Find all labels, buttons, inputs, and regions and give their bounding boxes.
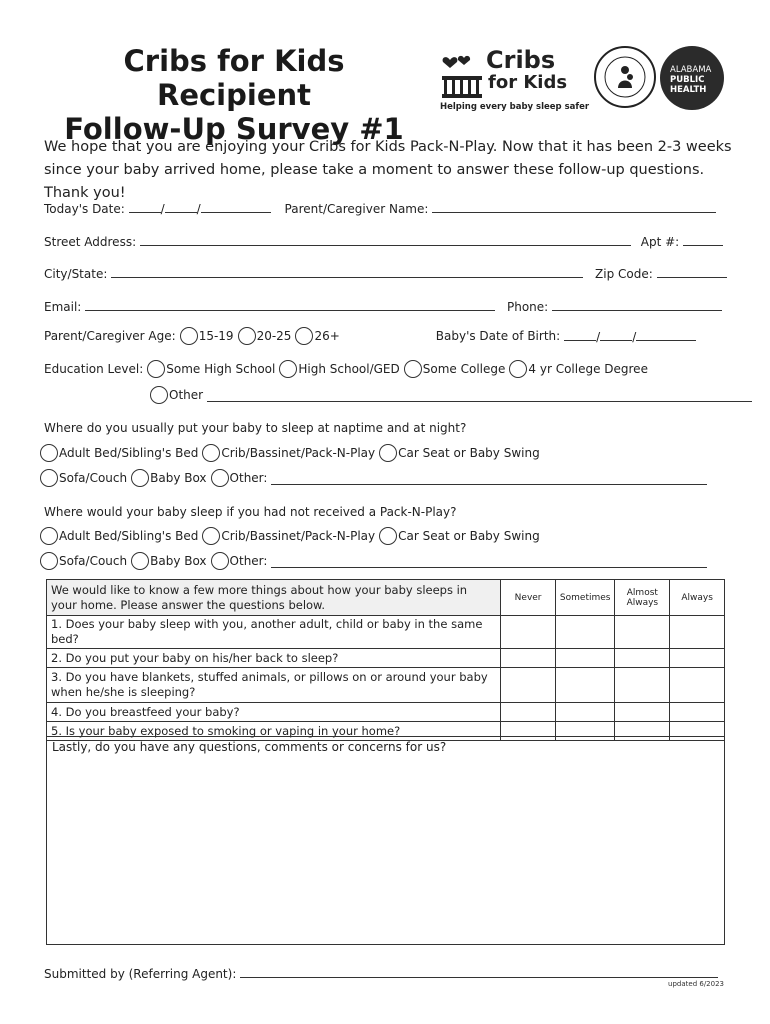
cribs-for-kids-logo (440, 48, 590, 118)
education-option-label: High School/GED (298, 362, 400, 376)
dob-year-field[interactable] (636, 328, 696, 341)
row-date-name: Today's Date: / / Parent/Caregiver Name: (44, 200, 716, 216)
q1-other-field[interactable] (271, 472, 707, 485)
street-field[interactable] (140, 233, 631, 246)
sleep-option-label: Car Seat or Baby Swing (398, 529, 540, 543)
table-row (47, 668, 725, 703)
street-label: Street Address: (44, 235, 137, 249)
todays-date-label: Today's Date: (44, 202, 125, 216)
parent-name-field[interactable] (432, 200, 716, 213)
answer-cell[interactable] (670, 703, 725, 722)
aph-line-2: PUBLIC (670, 75, 705, 85)
header-almost-always: Almost Always (615, 580, 670, 616)
education-label: Education Level: (44, 362, 144, 376)
sleep-q2-options-row1 (40, 527, 544, 545)
question-cell: 2. Do you put your baby on his/her back to sleep? (47, 649, 501, 668)
sleep-q1-options-row2 (40, 469, 707, 487)
edu-high-school-radio[interactable] (279, 360, 297, 378)
date-year-field[interactable] (201, 200, 271, 213)
answer-cell[interactable] (670, 668, 725, 703)
answer-cell[interactable] (615, 703, 670, 722)
date-day-field[interactable] (165, 200, 197, 213)
city-state-label: City/State: (44, 267, 108, 281)
row-street (44, 233, 723, 249)
row-submitted-by (44, 965, 718, 981)
table-intro: We would like to know a few more things about how your baby sleeps in your home. Please answer the questions below. (47, 580, 501, 616)
email-label: Email: (44, 300, 82, 314)
sleep-q1-options-row1 (40, 444, 544, 462)
header-sometimes: Sometimes (555, 580, 615, 616)
zip-field[interactable] (657, 265, 727, 278)
age-26-plus-radio[interactable] (295, 327, 313, 345)
table-row (47, 703, 725, 722)
department-seal (594, 46, 656, 108)
answer-cell[interactable] (501, 616, 556, 649)
edu-other-radio[interactable] (150, 386, 168, 404)
seal-emblem-icon (596, 48, 654, 106)
age-20-25-radio[interactable] (238, 327, 256, 345)
sleep-option-label: Baby Box (150, 471, 207, 485)
table-row (47, 616, 725, 649)
answer-cell[interactable] (501, 668, 556, 703)
sleep-habits-table (46, 579, 725, 741)
answer-cell[interactable] (670, 649, 725, 668)
sleep-option-label: Other: (229, 471, 268, 485)
q2-car-seat-radio[interactable] (379, 527, 397, 545)
submitted-by-label: Submitted by (Referring Agent): (44, 967, 237, 981)
q2-sofa-radio[interactable] (40, 552, 58, 570)
page-title (44, 44, 424, 146)
answer-cell[interactable] (501, 649, 556, 668)
edu-other-field[interactable] (207, 389, 752, 402)
updated-date: updated 6/2023 (668, 980, 724, 988)
city-state-field[interactable] (111, 265, 583, 278)
baby-dob-label: Baby's Date of Birth: (435, 329, 561, 343)
logo-forkids-text: for Kids (488, 72, 568, 93)
education-option-label: 4 yr College Degree (528, 362, 648, 376)
apt-label: Apt #: (640, 235, 680, 249)
row-age: Parent/Caregiver Age: 15-19 20-25 26+ Baby's Date of Birth: / / (44, 327, 696, 345)
answer-cell[interactable] (615, 649, 670, 668)
row-education (44, 360, 652, 378)
question-cell: 1. Does your baby sleep with you, another adult, child or baby in the same bed? (47, 616, 501, 649)
date-month-field[interactable] (129, 200, 161, 213)
edu-some-high-school-radio[interactable] (147, 360, 165, 378)
row-city (44, 265, 727, 281)
q1-adult-bed-radio[interactable] (40, 444, 58, 462)
edu-some-college-radio[interactable] (404, 360, 422, 378)
edu-4yr-degree-radio[interactable] (509, 360, 527, 378)
answer-cell[interactable] (555, 649, 615, 668)
apt-field[interactable] (683, 233, 723, 246)
sleep-option-label: Sofa/Couch (59, 554, 128, 568)
sleep-question-2: Where would your baby sleep if you had not received a Pack-N-Play? (44, 505, 457, 519)
education-option-label: Some High School (166, 362, 276, 376)
header-always: Always (670, 580, 725, 616)
phone-label: Phone: (507, 300, 549, 314)
sleep-option-label: Crib/Bassinet/Pack-N-Play (221, 529, 376, 543)
sleep-option-label: Adult Bed/Sibling's Bed (59, 446, 199, 460)
age-option-label: 26+ (314, 329, 340, 343)
q1-car-seat-radio[interactable] (379, 444, 397, 462)
sleep-option-label: Baby Box (150, 554, 207, 568)
question-cell: 4. Do you breastfeed your baby? (47, 703, 501, 722)
education-option-label: Other (169, 388, 204, 402)
q1-crib-radio[interactable] (202, 444, 220, 462)
alabama-public-health-logo (660, 46, 724, 110)
row-education-other (150, 386, 752, 404)
parent-name-label: Parent/Caregiver Name: (284, 202, 429, 216)
answer-cell[interactable] (555, 616, 615, 649)
header-never: Never (501, 580, 556, 616)
question-cell: 5. Is your baby exposed to smoking or vaping in your home? (47, 722, 501, 741)
intro-text: We hope that you are enjoying your Cribs for Kids Pack-N-Play. Now that it has been 2-3 weeks since your baby arrived home, please take a moment to answer these follow-up questions. Thank you! (44, 139, 732, 201)
answer-cell[interactable] (555, 668, 615, 703)
q1-baby-box-radio[interactable] (131, 469, 149, 487)
age-option-label: 20-25 (256, 329, 292, 343)
q2-other-radio[interactable] (211, 552, 229, 570)
education-option-label: Some College (422, 362, 506, 376)
q2-adult-bed-radio[interactable] (40, 527, 58, 545)
row-email (44, 298, 722, 314)
dob-day-field[interactable] (600, 328, 632, 341)
age-15-19-radio[interactable] (180, 327, 198, 345)
sleep-option-label: Adult Bed/Sibling's Bed (59, 529, 199, 543)
sleep-option-label: Crib/Bassinet/Pack-N-Play (221, 446, 376, 460)
comments-label: Lastly, do you have any questions, comments or concerns for us? (52, 740, 447, 754)
table-row (47, 649, 725, 668)
logo-cribs-text: Cribs (486, 46, 556, 74)
zip-label: Zip Code: (595, 267, 653, 281)
q1-sofa-radio[interactable] (40, 469, 58, 487)
sleep-option-label: Other: (229, 554, 268, 568)
crib-hearts-icon (440, 52, 486, 100)
aph-line-3: HEALTH (670, 85, 707, 95)
q1-other-radio[interactable] (211, 469, 229, 487)
answer-cell[interactable] (670, 616, 725, 649)
comments-box[interactable] (46, 736, 725, 945)
answer-cell[interactable] (615, 668, 670, 703)
q2-baby-box-radio[interactable] (131, 552, 149, 570)
answer-cell[interactable] (555, 703, 615, 722)
q2-other-field[interactable] (271, 555, 707, 568)
sleep-option-label: Car Seat or Baby Swing (398, 446, 540, 460)
logo-tagline: Helping every baby sleep safer (440, 102, 590, 112)
age-option-label: 15-19 (198, 329, 234, 343)
q2-crib-radio[interactable] (202, 527, 220, 545)
sleep-q2-options-row2 (40, 552, 707, 570)
sleep-question-1: Where do you usually put your baby to sleep at naptime and at night? (44, 421, 467, 435)
question-cell: 3. Do you have blankets, stuffed animals, or pillows on or around your baby when he/she is sleeping? (47, 668, 501, 703)
title-line-1: Cribs for Kids Recipient (123, 44, 345, 112)
age-label: Parent/Caregiver Age: (44, 329, 176, 343)
dob-month-field[interactable] (564, 328, 596, 341)
title-line-2: Follow-Up Survey #1 (64, 112, 404, 146)
aph-line-1: ALABAMA (670, 65, 712, 75)
submitted-by-field[interactable] (240, 965, 718, 978)
answer-cell[interactable] (615, 616, 670, 649)
email-field[interactable] (85, 298, 495, 311)
phone-field[interactable] (552, 298, 722, 311)
sleep-option-label: Sofa/Couch (59, 471, 128, 485)
answer-cell[interactable] (501, 703, 556, 722)
